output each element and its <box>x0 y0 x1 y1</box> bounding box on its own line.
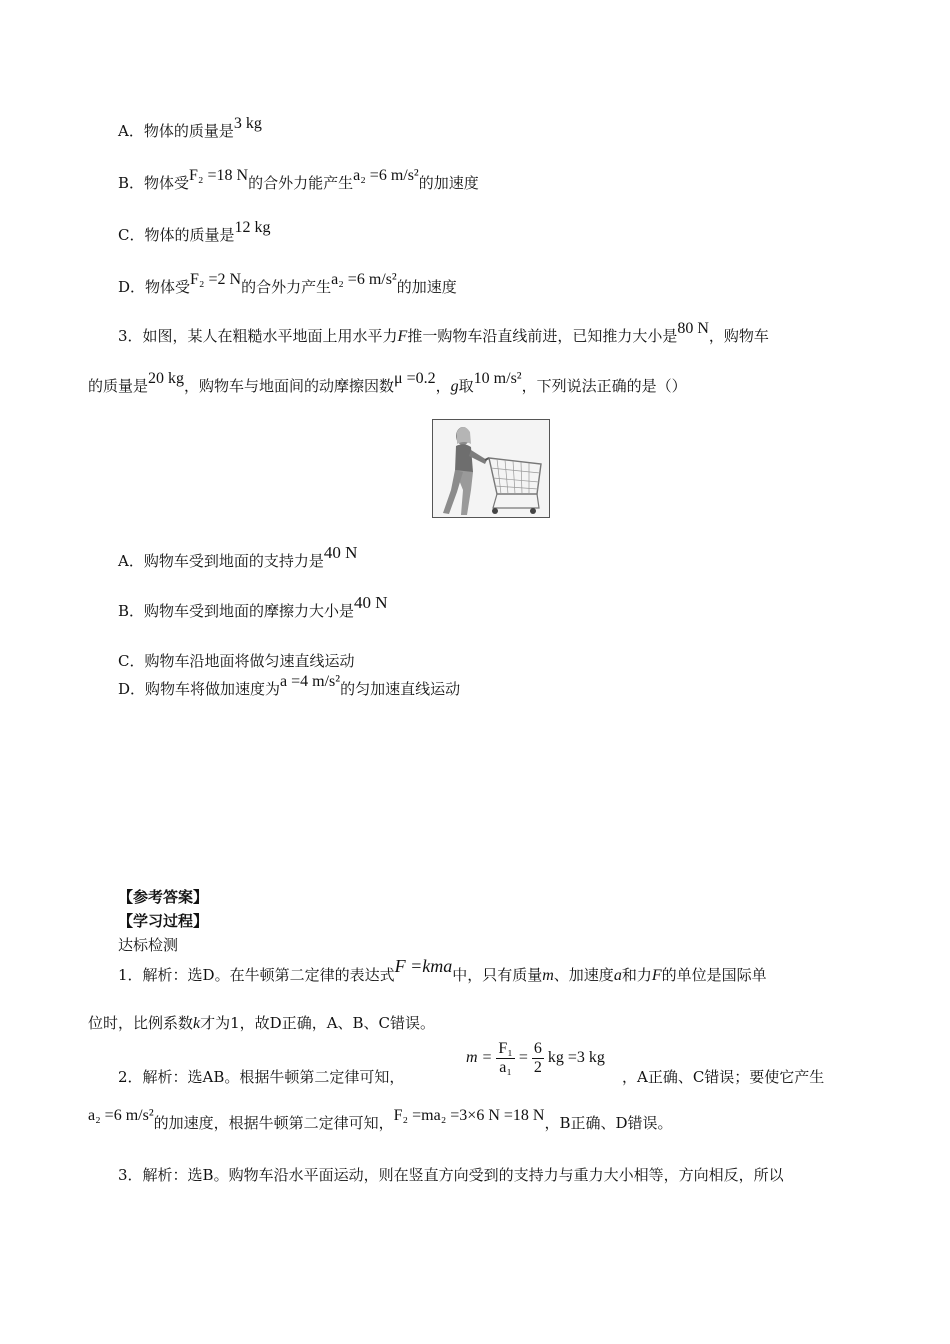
answer-text: 、加速度 <box>553 966 614 984</box>
math-expr: a₂ =6 m/s² <box>88 1107 154 1124</box>
q3-option-a <box>118 543 358 572</box>
math-var: a <box>613 967 622 984</box>
q3-stem-line2 <box>88 370 687 398</box>
math-expr: 20 kg <box>148 370 185 387</box>
stem-text: ，购物车 <box>708 327 769 345</box>
process-header: 【学习过程】 <box>118 912 209 930</box>
math-var: m <box>542 967 554 984</box>
answer-text: 中，只有质量 <box>452 966 543 984</box>
option-text: D．物体受 <box>118 278 191 296</box>
answer-1-line1 <box>118 956 767 987</box>
stem-text: 的质量是 <box>88 377 149 395</box>
answer-2-line1-tail <box>622 1066 824 1088</box>
q2-option-a <box>118 115 262 143</box>
shopping-cart-figure <box>432 419 550 518</box>
q3-option-d <box>118 673 461 701</box>
q3-option-b <box>118 593 388 622</box>
answer-text: 的加速度，根据牛顿第二定律可知， <box>153 1114 394 1132</box>
answer-text: 2．解析：选AB。根据牛顿第二定律可知， <box>118 1068 405 1086</box>
answer-1-line2 <box>88 1012 435 1035</box>
math-expr: μ =0.2 <box>394 370 436 387</box>
math-var: F <box>397 328 408 345</box>
option-text: A．购物车受到地面的支持力是 <box>118 552 324 570</box>
answer-text: 和力 <box>621 966 652 984</box>
math-expr: F₂ =2 N <box>190 271 242 288</box>
mass-formula <box>466 1040 605 1077</box>
stem-text: ，购物车与地面间的动摩擦因数 <box>184 377 395 395</box>
option-text: 的合外力产生 <box>241 278 332 296</box>
option-text: D．购物车将做加速度为 <box>118 680 281 698</box>
answer-text: 位时，比例系数 <box>88 1014 194 1032</box>
answer-2-line2 <box>88 1107 673 1135</box>
option-text: C．购物车沿地面将做匀速直线运动 <box>118 652 355 670</box>
answer-text: 1．解析：选D。在牛顿第二定律的表达式 <box>118 966 395 984</box>
math-expr: 10 m/s² <box>473 370 522 387</box>
math-expr: 40 N <box>323 543 358 562</box>
answer-text: ，A正确、C错误；要使它产生 <box>622 1068 825 1086</box>
stem-text: 3．如图，某人在粗糙水平地面上用水平力 <box>118 327 398 345</box>
math-expr: F₂ =ma₂ =3×6 N =18 N <box>393 1107 545 1124</box>
q3-option-c <box>118 650 354 672</box>
woman-pushing-cart-illustration <box>433 420 549 517</box>
answer-text: 才为1，故D正确，A、B、C错误。 <box>200 1014 436 1032</box>
math-var: F <box>651 967 662 984</box>
stem-text: 取 <box>458 377 474 395</box>
math-expr: F₂ =18 N <box>189 167 249 184</box>
option-text: 的合外力能产生 <box>248 174 354 192</box>
option-text: 的加速度 <box>396 278 457 296</box>
stem-text: ，下列说法正确的是（） <box>521 377 687 395</box>
fraction-f1-a1 <box>496 1040 514 1077</box>
math-var: g <box>450 378 459 395</box>
math-expr: a =4 m/s² <box>280 673 341 690</box>
stem-text: 推一购物车沿直线前进，已知推力大小是 <box>407 327 678 345</box>
q2-option-c <box>118 219 271 247</box>
section-title: 达标检测 <box>118 936 179 954</box>
option-text: C．物体的质量是 <box>118 226 235 244</box>
fraction-numerator: F₁ <box>498 1040 513 1057</box>
option-text: B．物体受 <box>118 174 190 192</box>
fraction-6-2 <box>532 1040 544 1077</box>
math-expr: 12 kg <box>234 219 271 236</box>
answer-text: ，B正确、D错误。 <box>544 1114 673 1132</box>
formula-lhs: m = <box>466 1049 493 1067</box>
answer-text: 的单位是国际单 <box>661 966 767 984</box>
math-expr: a₂ =6 m/s² <box>353 167 419 184</box>
math-expr: 3 kg <box>233 115 262 132</box>
math-expr: 40 N <box>354 593 388 612</box>
q2-option-d <box>118 271 457 299</box>
answer-3-line1: 3．解析：选B。购物车沿水平面运动，则在竖直方向受到的支持力与重力大小相等，方向相反，所以 <box>118 1166 784 1184</box>
answer-2-line1 <box>118 1066 404 1088</box>
fraction-denominator: a₁ <box>499 1059 512 1076</box>
option-text: A．物体的质量是 <box>118 122 234 140</box>
math-expr: a₂ =6 m/s² <box>331 271 397 288</box>
stem-text: ， <box>435 377 451 395</box>
fraction-denominator: 2 <box>533 1059 542 1076</box>
option-text: B．购物车受到地面的摩擦力大小是 <box>118 602 355 620</box>
math-expr: F =kma <box>394 956 453 976</box>
equals-sign: = <box>518 1049 528 1067</box>
fraction-numerator: 6 <box>533 1040 542 1057</box>
option-text: 的匀加速直线运动 <box>340 680 461 698</box>
answer-header: 【参考答案】 <box>118 888 209 906</box>
math-expr: 80 N <box>677 320 709 337</box>
option-text: 的加速度 <box>418 174 479 192</box>
formula-rhs: kg =3 kg <box>547 1049 605 1067</box>
math-var: k <box>193 1015 201 1032</box>
q3-stem-line1 <box>118 320 769 348</box>
q2-option-b <box>118 167 479 195</box>
